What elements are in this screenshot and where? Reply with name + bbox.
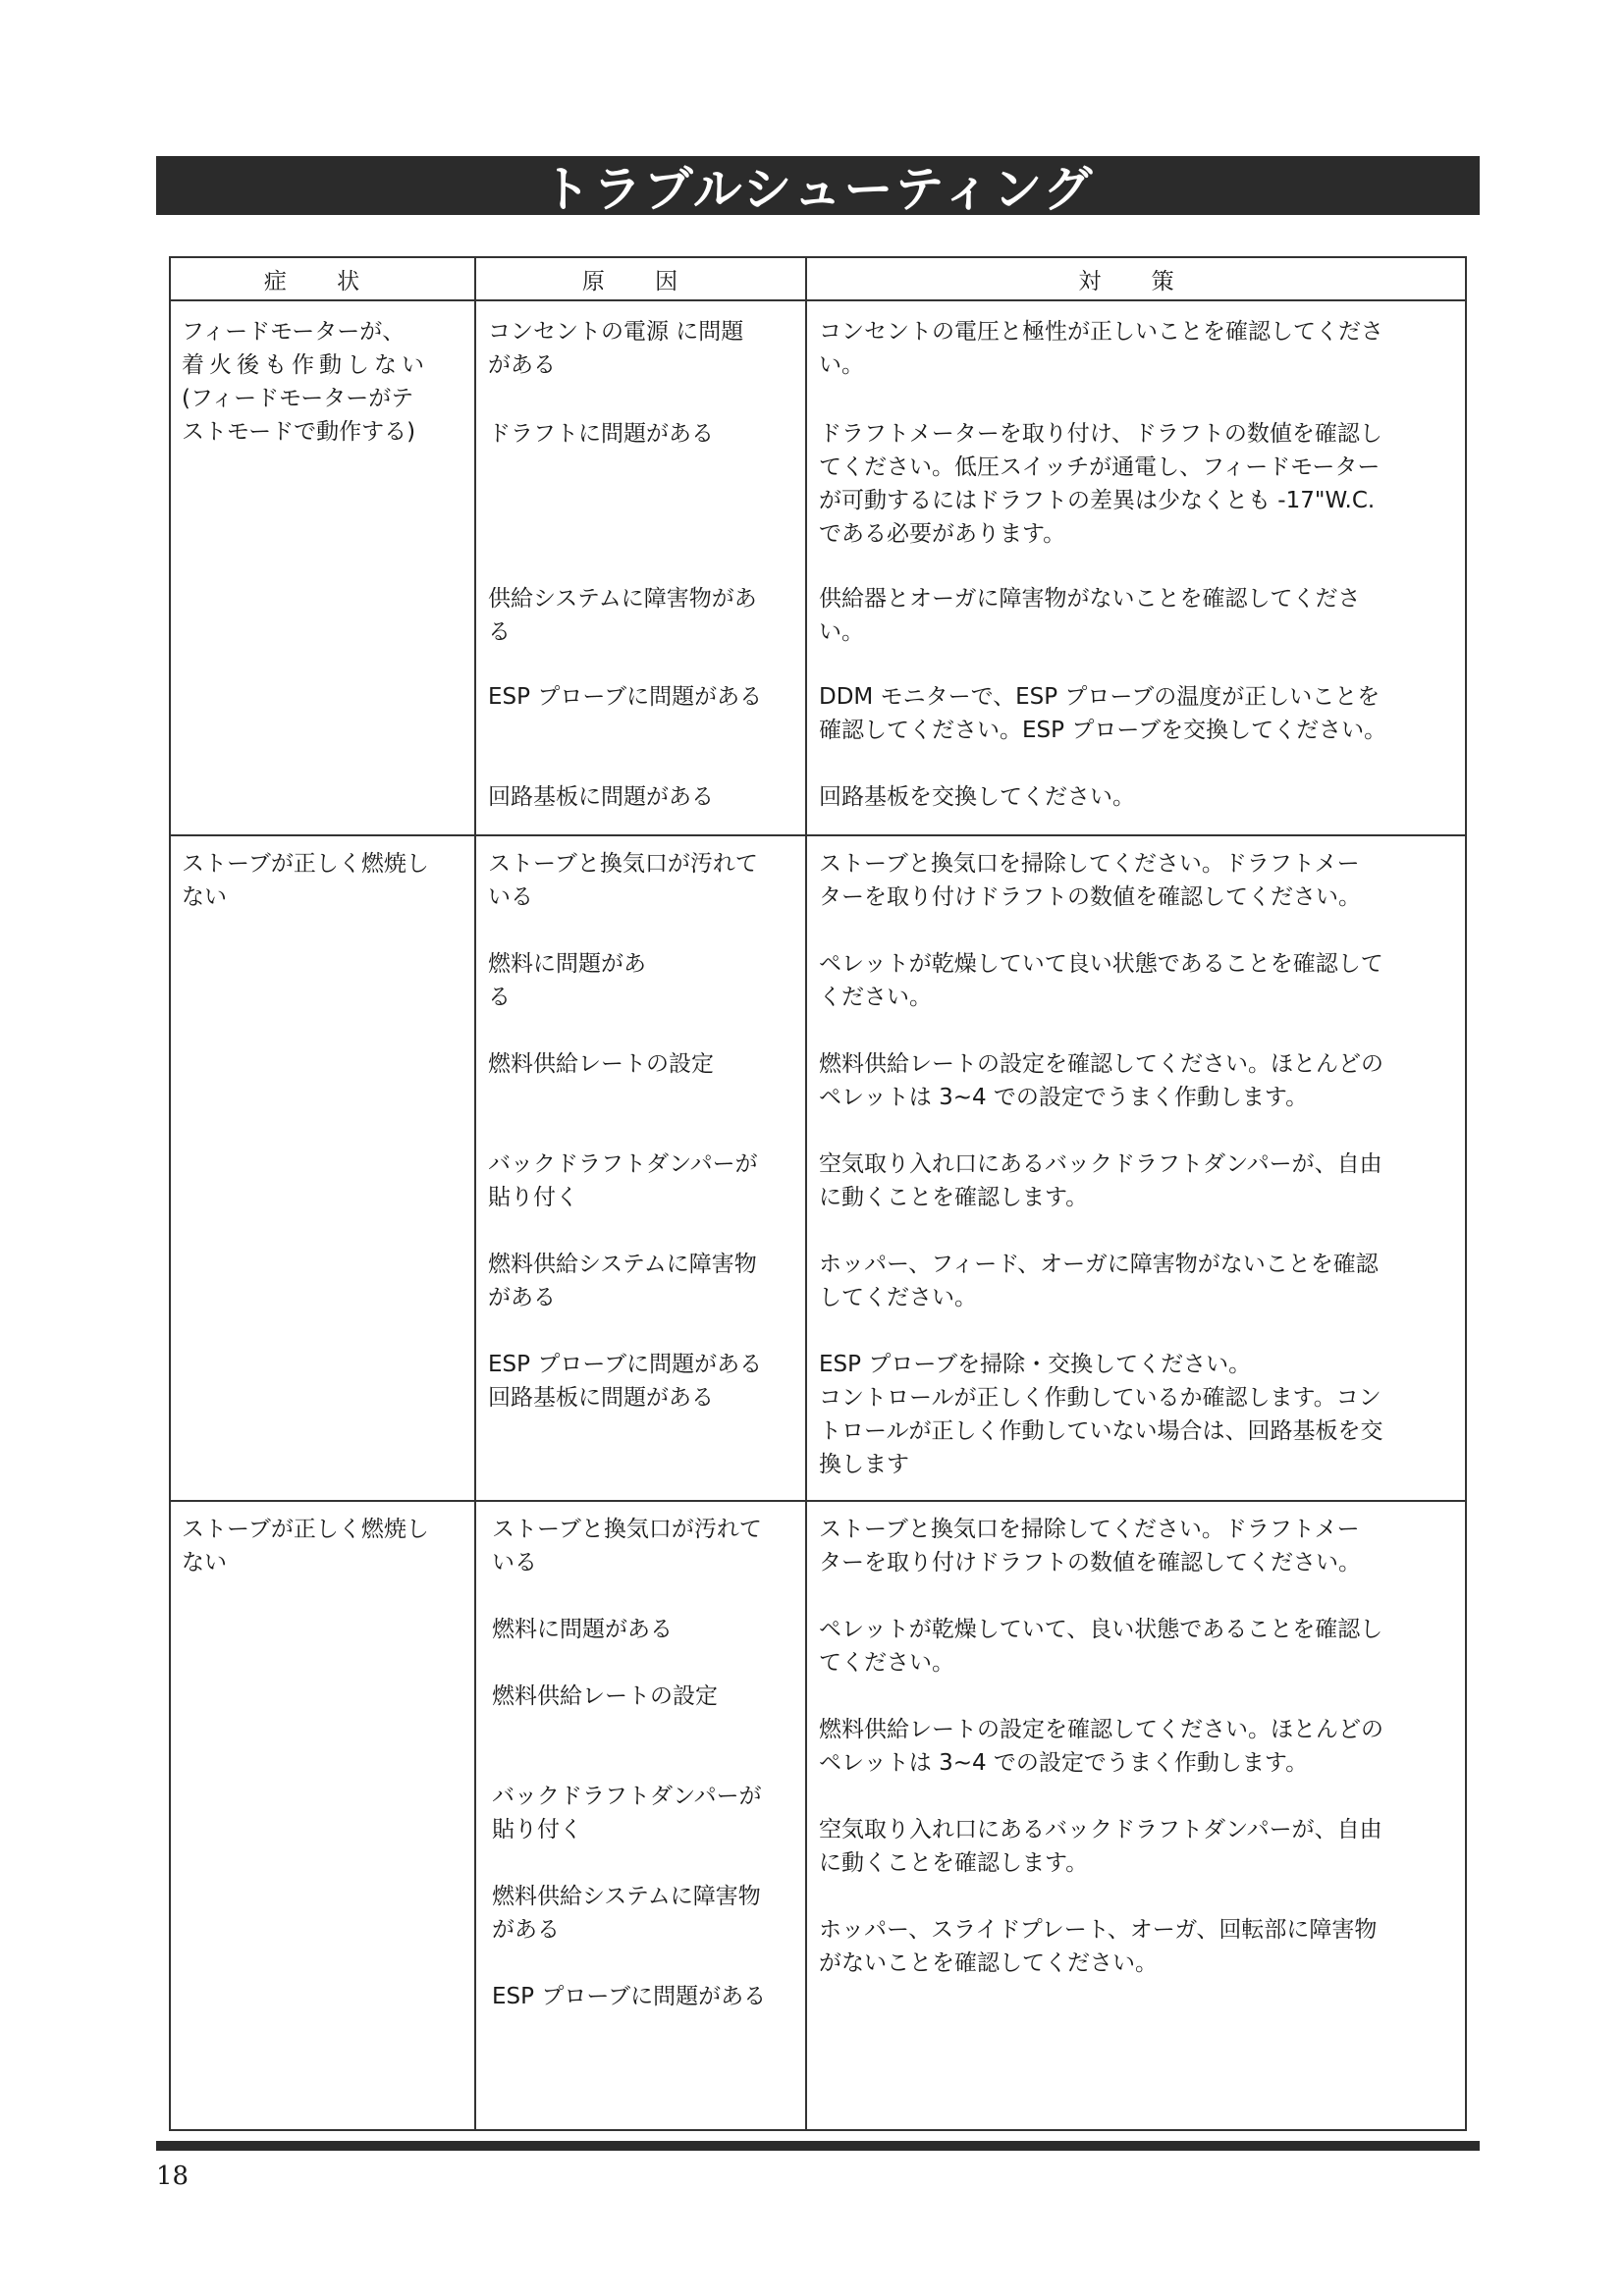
action-cell: DDM モニターで、ESP プローブの温度が正しいことを 確認してください。ESP プローブを交換してください。 <box>819 684 1387 743</box>
action-cell: ペレットが乾燥していて良い状態であることを確認して ください。 <box>819 951 1383 1010</box>
symptom-cell: ストーブが正しく燃焼し ない <box>182 1517 429 1575</box>
header-action: 対 策 <box>1078 268 1196 294</box>
action-cell: ドラフトメーターを取り付け、ドラフトの数値を確認し てください。低圧スイッチが通電し、フィードモーター が可動するにはドラフトの差異は少なくとも -17"W.C. である必要があります。 <box>819 421 1382 547</box>
cause-cell: 燃料に問題がある <box>492 1617 673 1642</box>
cause-cell: 燃料供給システムに障害物 がある <box>488 1252 757 1310</box>
cause-cell: バックドラフトダンパーが 貼り付く <box>492 1784 762 1842</box>
action-cell: 燃料供給レートの設定を確認してください。ほとんどの ペレットは 3~4 での設定でうまく作動します。 <box>819 1051 1383 1110</box>
cause-cell: バックドラフトダンパーが 貼り付く <box>488 1151 758 1210</box>
cause-cell: ストーブと換気口が汚れて いる <box>492 1517 762 1575</box>
action-cell: コンセントの電圧と極性が正しいことを確認してくださ い。 <box>819 319 1383 378</box>
cause-cell: ESP プローブに問題がある <box>492 1984 767 2009</box>
section-divider <box>171 1500 1465 1502</box>
cause-cell: 供給システムに障害物があ る <box>488 586 757 645</box>
action-cell: 空気取り入れ口にあるバックドラフトダンパーが、自由 に動くことを確認します。 <box>819 1817 1382 1876</box>
column-divider <box>805 258 807 2129</box>
cause-cell: 燃料供給レートの設定 <box>488 1051 714 1077</box>
cause-cell: 燃料供給システムに障害物 がある <box>492 1884 761 1943</box>
header-cause: 原 因 <box>581 268 700 294</box>
cause-cell: コンセントの電源 に問題 がある <box>488 319 744 378</box>
action-cell: ESP プローブを掃除・交換してください。 コントロールが正しく作動しているか確認します。コン トロールが正しく作動していない場合は、回路基板を交 換します <box>819 1352 1383 1477</box>
action-cell: ホッパー、スライドプレート、オーガ、回転部に障害物 がないことを確認してください。 <box>819 1917 1378 1976</box>
action-cell: 空気取り入れ口にあるバックドラフトダンパーが、自由 に動くことを確認します。 <box>819 1151 1382 1210</box>
cause-cell: ストーブと換気口が汚れて いる <box>488 851 758 910</box>
header-symptom: 症 状 <box>263 268 382 294</box>
cause-cell: ESP プローブに問題がある <box>488 684 763 710</box>
section-divider <box>171 834 1465 836</box>
action-cell: 回路基板を交換してください。 <box>819 784 1135 810</box>
page-title: トラブルシューティング <box>156 156 1480 215</box>
action-cell: ホッパー、フィード、オーガに障害物がないことを確認 してください。 <box>819 1252 1379 1310</box>
troubleshooting-table <box>169 256 1467 2131</box>
cause-cell: ドラフトに問題がある <box>488 421 714 447</box>
action-cell: 燃料供給レートの設定を確認してください。ほとんどの ペレットは 3~4 での設定でうまく作動します。 <box>819 1717 1383 1776</box>
cause-cell: 燃料に問題があ る <box>488 951 646 1010</box>
column-divider <box>474 258 476 2129</box>
cause-cell: 回路基板に問題がある <box>488 784 714 810</box>
header-divider <box>171 299 1465 301</box>
action-cell: ペレットが乾燥していて、良い状態であることを確認し てください。 <box>819 1617 1383 1676</box>
cause-cell: ESP プローブに問題がある 回路基板に問題がある <box>488 1352 763 1411</box>
symptom-cell: ストーブが正しく燃焼し ない <box>182 851 429 910</box>
page-number: 18 <box>156 2162 189 2191</box>
symptom-cell: フィードモーターが、 着火後も作動しない (フィードモーターがテ ストモードで動作する) <box>182 319 429 445</box>
action-cell: 供給器とオーガに障害物がないことを確認してくださ い。 <box>819 586 1361 645</box>
action-cell: ストーブと換気口を掃除してください。ドラフトメー ターを取り付けドラフトの数値を確認してください。 <box>819 851 1361 910</box>
cause-cell: 燃料供給レートの設定 <box>492 1683 718 1709</box>
footer-rule <box>156 2141 1480 2151</box>
action-cell: ストーブと換気口を掃除してください。ドラフトメー ターを取り付けドラフトの数値を確認してください。 <box>819 1517 1361 1575</box>
